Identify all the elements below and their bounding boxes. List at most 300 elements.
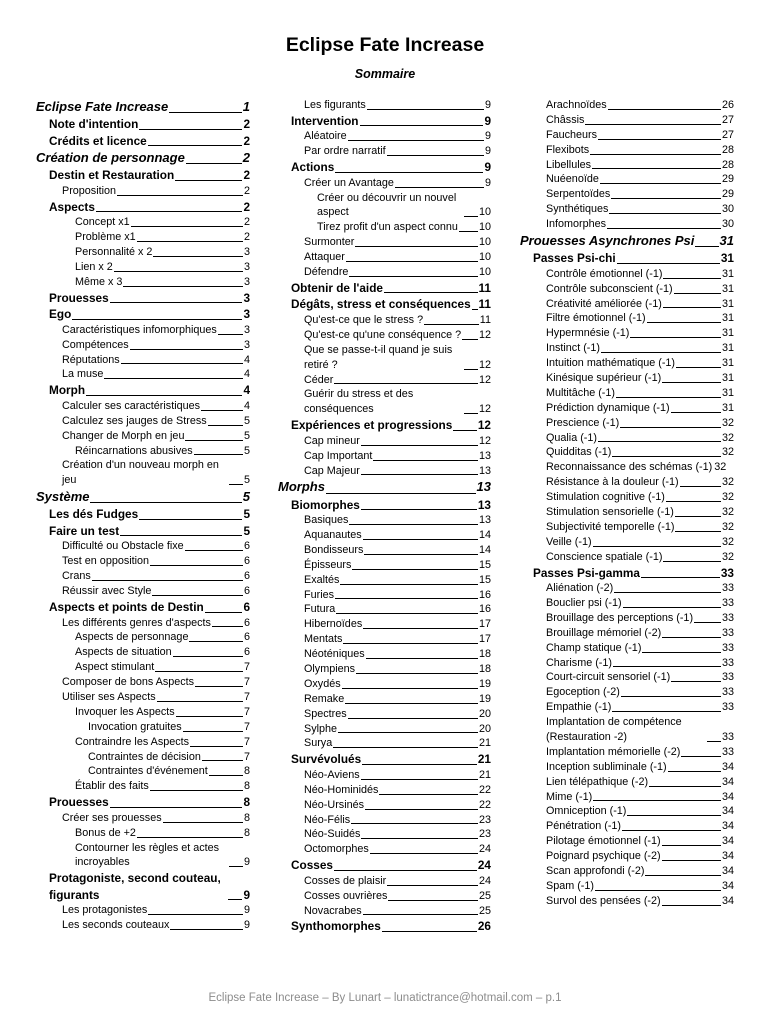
toc-entry-title: Tirez profit d'un aspect connu: [317, 221, 458, 234]
toc-entry-title: Exaltés: [304, 573, 340, 586]
toc-entry-title: Survol des pensées (-2): [546, 894, 661, 907]
toc-entry-title: Défendre: [304, 266, 349, 279]
toc-entry[interactable]: [36, 675, 250, 690]
toc-entry-title: Attaquer: [304, 251, 345, 264]
toc-entry-title: Brouillage mémoriel (-2): [546, 626, 662, 639]
toc-leader: [114, 271, 243, 272]
toc-entry-title: Morphs: [278, 479, 325, 495]
toc-entry[interactable]: [520, 187, 734, 202]
toc-page-number: 33: [721, 701, 734, 714]
toc-entry[interactable]: [520, 217, 734, 232]
toc-entry[interactable]: [291, 373, 491, 388]
toc-entry[interactable]: [520, 250, 734, 267]
toc-entry[interactable]: [36, 458, 250, 488]
toc-page-number: 27: [721, 113, 734, 126]
toc-entry[interactable]: [36, 260, 250, 275]
toc-entry-title: Cap Important: [304, 449, 373, 462]
toc-entry[interactable]: [520, 790, 734, 805]
toc-entry-title: Destin et Restauration: [49, 168, 175, 183]
toc-leader: [616, 397, 721, 398]
toc-leader: [208, 425, 243, 426]
toc-entry[interactable]: [291, 417, 491, 434]
toc-entry-title: Implantation mémorielle (-2): [546, 745, 681, 758]
toc-page-number: 12: [478, 373, 491, 386]
toc-entry[interactable]: [36, 870, 250, 903]
toc-entry-title: Qu'est-ce que le stress ?: [304, 313, 424, 326]
toc-page-number: 32: [721, 505, 734, 518]
toc-leader: [189, 641, 243, 642]
toc-entry[interactable]: [36, 399, 250, 414]
toc-entry[interactable]: [36, 488, 250, 506]
toc-entry[interactable]: [36, 599, 250, 616]
toc-entry[interactable]: [520, 297, 734, 312]
toc-entry[interactable]: [36, 554, 250, 569]
page-footer: Eclipse Fate Increase – By Lunart – lunatictrance@hotmail.com – p.1: [208, 992, 562, 1004]
toc-entry[interactable]: [520, 113, 734, 128]
toc-page-number: 7: [243, 750, 250, 763]
toc-entry[interactable]: [520, 98, 734, 113]
toc-entry-title: Qualia (-1): [546, 431, 598, 444]
toc-page-number: 34: [721, 760, 734, 773]
toc-entry[interactable]: [291, 588, 491, 603]
toc-entry[interactable]: [36, 323, 250, 338]
toc-entry[interactable]: [291, 692, 491, 707]
toc-entry-title: Calculez ses jauges de Stress: [62, 414, 207, 427]
toc-page-number: 6: [243, 616, 250, 629]
toc-entry[interactable]: [520, 834, 734, 849]
toc-entry[interactable]: [291, 707, 491, 722]
toc-leader: [326, 493, 476, 494]
toc-entry[interactable]: [291, 647, 491, 662]
toc-leader: [110, 302, 243, 303]
toc-page-number: 29: [721, 188, 734, 201]
toc-leader: [343, 643, 478, 644]
toc-entry[interactable]: [520, 700, 734, 715]
toc-entry[interactable]: [520, 894, 734, 909]
toc-leader: [621, 696, 721, 697]
toc-entry[interactable]: [520, 819, 734, 834]
toc-leader: [349, 524, 478, 525]
toc-entry[interactable]: [520, 490, 734, 505]
toc-entry-title: Difficulté ou Obstacle fixe: [62, 540, 184, 553]
toc-entry[interactable]: [36, 705, 250, 720]
toc-entry[interactable]: [291, 220, 491, 235]
toc-entry[interactable]: [291, 449, 491, 464]
toc-entry[interactable]: [291, 827, 491, 842]
toc-page-number: 32: [714, 461, 727, 474]
toc-entry[interactable]: [36, 569, 250, 584]
toc-entry[interactable]: [520, 760, 734, 775]
toc-entry[interactable]: [36, 720, 250, 735]
toc-entry-title: Prouesses: [49, 795, 109, 810]
toc-leader: [600, 183, 721, 184]
toc-entry[interactable]: [36, 429, 250, 444]
toc-entry[interactable]: [291, 387, 491, 417]
toc-page-number: 5: [243, 523, 250, 538]
toc-entry[interactable]: [291, 543, 491, 558]
toc-entry-title: Créer ou découvrir un nouvel aspect: [317, 191, 457, 219]
toc-entry[interactable]: [520, 745, 734, 760]
toc-leader: [185, 550, 243, 551]
toc-page-number: 30: [721, 203, 734, 216]
toc-entry[interactable]: [36, 215, 250, 230]
toc-entry[interactable]: [36, 149, 250, 167]
toc-page-number: 31: [721, 357, 734, 370]
toc-entry[interactable]: [520, 626, 734, 641]
toc-entry[interactable]: [520, 326, 734, 341]
toc-page-number: 3: [243, 323, 250, 336]
toc-entry-title: Changer de Morph en jeu: [62, 429, 185, 442]
toc-page-number: 18: [478, 663, 491, 675]
toc-entry[interactable]: [36, 184, 250, 199]
toc-page-number: 28: [721, 158, 734, 171]
toc-page-number: 25: [478, 904, 491, 917]
toc-entry[interactable]: [520, 386, 734, 401]
toc-leader: [173, 656, 243, 657]
toc-entry-title: Basiques: [304, 514, 349, 527]
toc-entry[interactable]: [36, 779, 250, 794]
toc-page-number: 34: [721, 835, 734, 848]
toc-entry-title: Calculer ses caractéristiques: [62, 399, 201, 412]
toc-entry[interactable]: [36, 616, 250, 631]
toc-entry[interactable]: [291, 280, 491, 297]
toc-entry-title: Épisseurs: [304, 558, 352, 571]
toc-leader: [346, 261, 478, 262]
toc-entry[interactable]: [520, 282, 734, 297]
toc-entry[interactable]: [520, 565, 734, 582]
toc-leader: [647, 322, 721, 323]
toc-entry[interactable]: [36, 764, 250, 779]
toc-entry[interactable]: [520, 128, 734, 143]
toc-leader: [152, 595, 243, 596]
toc-entry[interactable]: [520, 849, 734, 864]
toc-entry[interactable]: [291, 250, 491, 265]
toc-entry[interactable]: [520, 864, 734, 879]
toc-entry[interactable]: [291, 751, 491, 768]
toc-leader: [367, 109, 484, 110]
toc-page-number: 11: [479, 313, 491, 326]
toc-page-number: 7: [243, 720, 250, 733]
toc-entry-title: Passes Psi-gamma: [533, 565, 640, 580]
toc-entry[interactable]: [520, 505, 734, 520]
toc-entry[interactable]: [291, 434, 491, 449]
toc-entry-title: Faire un test: [49, 523, 120, 538]
toc-entry[interactable]: [36, 98, 250, 116]
toc-entry[interactable]: [520, 685, 734, 700]
toc-entry[interactable]: [520, 670, 734, 685]
toc-entry[interactable]: [291, 842, 491, 857]
toc-entry[interactable]: [291, 328, 491, 343]
toc-leader: [363, 628, 478, 629]
toc-entry-title: Dégâts, stress et conséquences: [291, 297, 471, 312]
toc-page-number: 9: [243, 904, 250, 917]
toc-entry-title: Octomorphes: [304, 843, 369, 856]
toc-entry[interactable]: [36, 245, 250, 260]
toc-entry[interactable]: [291, 497, 491, 514]
toc-entry[interactable]: [520, 445, 734, 460]
toc-page-number: 29: [721, 173, 734, 186]
toc-entry[interactable]: [291, 783, 491, 798]
toc-entry-title: Contourner les règles et actes incroyables: [75, 841, 220, 869]
toc-entry[interactable]: [520, 550, 734, 565]
toc-entry[interactable]: [36, 367, 250, 382]
toc-leader: [361, 445, 478, 446]
toc-entry[interactable]: [520, 804, 734, 819]
toc-entry-title: Par ordre narratif: [304, 145, 386, 158]
toc-entry[interactable]: [291, 798, 491, 813]
toc-page-number: 2: [242, 150, 250, 166]
toc-entry[interactable]: [36, 306, 250, 323]
toc-leader: [464, 369, 478, 370]
toc-leader: [663, 307, 721, 308]
toc-entry[interactable]: [291, 296, 491, 313]
toc-page-number: 33: [721, 596, 734, 609]
toc-leader: [627, 815, 721, 816]
toc-entry-title: Cosses ouvrières: [304, 889, 388, 902]
toc-page-number: 24: [478, 843, 491, 856]
toc-entry[interactable]: [291, 632, 491, 647]
toc-leader: [671, 412, 721, 413]
toc-entry[interactable]: [291, 918, 491, 935]
toc-entry[interactable]: [291, 722, 491, 737]
toc-entry-title: Que se passe-t-il quand je suis retiré ?: [304, 343, 453, 371]
toc-entry[interactable]: [291, 736, 491, 751]
toc-page-number: 9: [484, 130, 491, 143]
toc-leader: [335, 598, 478, 599]
toc-entry[interactable]: [520, 416, 734, 431]
toc-page-number: 27: [721, 128, 734, 141]
toc-page-number: 5: [243, 474, 250, 487]
toc-entry[interactable]: [36, 290, 250, 307]
toc-entry[interactable]: [36, 414, 250, 429]
toc-entry-title: Les protagonistes: [62, 904, 148, 917]
toc-entry[interactable]: [291, 677, 491, 692]
toc-leader: [153, 256, 243, 257]
toc-entry[interactable]: [36, 133, 250, 150]
toc-entry[interactable]: [520, 879, 734, 894]
toc-entry[interactable]: [36, 338, 250, 353]
toc-entry[interactable]: [291, 191, 491, 221]
toc-page-number: 33: [721, 582, 734, 595]
toc-page-number: 34: [721, 894, 734, 907]
toc-leader: [139, 129, 242, 130]
toc-leader: [364, 554, 478, 555]
toc-leader: [228, 899, 242, 900]
toc-entry[interactable]: [520, 401, 734, 416]
toc-entry-title: Implantation de compétence (Restauration -2): [546, 716, 682, 743]
toc-entry[interactable]: [520, 611, 734, 626]
toc-entry[interactable]: [36, 382, 250, 399]
toc-entry[interactable]: [291, 343, 491, 373]
toc-page-number: 22: [478, 783, 491, 796]
toc-entry-title: Aspect stimulant: [75, 661, 155, 674]
toc-leader: [366, 658, 478, 659]
toc-entry[interactable]: [36, 444, 250, 459]
toc-entry[interactable]: [291, 464, 491, 479]
toc-page-number: 2: [243, 168, 250, 183]
toc-entry[interactable]: [36, 230, 250, 245]
toc-entry[interactable]: [36, 523, 250, 540]
toc-entry[interactable]: [291, 98, 491, 113]
toc-page-number: 17: [478, 618, 491, 631]
toc-entry[interactable]: [520, 656, 734, 671]
toc-page-number: 15: [478, 573, 491, 586]
toc-entry[interactable]: [278, 478, 491, 496]
toc-entry[interactable]: [520, 158, 734, 173]
toc-entry-title: Contraindre les Aspects: [75, 735, 190, 748]
toc-entry[interactable]: [520, 596, 734, 611]
toc-entry[interactable]: [291, 176, 491, 191]
toc-leader: [649, 786, 721, 787]
toc-entry[interactable]: [36, 811, 250, 826]
toc-entry[interactable]: [520, 520, 734, 535]
toc-entry[interactable]: [291, 113, 491, 130]
toc-leader: [186, 163, 242, 164]
toc-leader: [608, 109, 721, 110]
toc-leader: [137, 837, 243, 838]
toc-entry[interactable]: [291, 528, 491, 543]
toc-entry-title: Test en opposition: [62, 555, 150, 568]
toc-entry[interactable]: [520, 535, 734, 550]
toc-entry[interactable]: [520, 172, 734, 187]
toc-leader: [642, 652, 721, 653]
toc-entry[interactable]: [291, 874, 491, 889]
toc-entry-title: Établir des faits: [75, 780, 149, 793]
toc-entry[interactable]: [520, 356, 734, 371]
toc-entry[interactable]: [36, 794, 250, 811]
toc-entry[interactable]: [291, 144, 491, 159]
toc-entry[interactable]: [291, 857, 491, 874]
toc-entry[interactable]: [291, 889, 491, 904]
toc-entry[interactable]: [36, 506, 250, 523]
toc-leader: [92, 580, 243, 581]
toc-entry[interactable]: [36, 660, 250, 675]
toc-page-number: 3: [243, 275, 250, 288]
toc-page-number: 31: [721, 386, 734, 399]
toc-entry[interactable]: [520, 267, 734, 282]
toc-page-number: 3: [243, 307, 250, 322]
toc-entry[interactable]: [520, 311, 734, 326]
toc-leader: [611, 198, 721, 199]
toc-entry-title: Flexibots: [546, 143, 590, 156]
toc-page-number: 6: [243, 646, 250, 659]
toc-entry[interactable]: [36, 116, 250, 133]
toc-entry[interactable]: [36, 735, 250, 750]
toc-entry[interactable]: [36, 750, 250, 765]
toc-entry[interactable]: [291, 129, 491, 144]
toc-entry-title: Contraintes d'événement: [88, 765, 208, 778]
toc-leader: [194, 454, 243, 455]
toc-page-number: 19: [478, 677, 491, 690]
toc-entry[interactable]: [520, 641, 734, 656]
toc-entry-title: Note d'intention: [49, 117, 139, 132]
toc-entry[interactable]: [36, 275, 250, 290]
toc-leader: [137, 241, 243, 242]
toc-page-number: 6: [243, 555, 250, 568]
toc-entry[interactable]: [520, 475, 734, 490]
toc-entry-title: Champ statique (-1): [546, 641, 642, 654]
toc-column-3: [520, 98, 734, 909]
toc-entry[interactable]: [520, 341, 734, 356]
toc-entry-title: Qu'est-ce qu'une conséquence ?: [304, 328, 462, 341]
toc-entry[interactable]: [520, 775, 734, 790]
toc-entry[interactable]: [36, 918, 250, 933]
toc-entry[interactable]: [291, 513, 491, 528]
toc-page-number: 33: [721, 641, 734, 654]
toc-entry-title: Synthétiques: [546, 203, 609, 216]
toc-entry[interactable]: [291, 617, 491, 632]
toc-entry[interactable]: [36, 539, 250, 554]
toc-entry[interactable]: [291, 235, 491, 250]
toc-leader: [395, 187, 484, 188]
toc-entry[interactable]: [291, 558, 491, 573]
toc-entry[interactable]: [291, 573, 491, 588]
toc-entry[interactable]: [291, 768, 491, 783]
toc-leader: [352, 569, 478, 570]
toc-entry[interactable]: [36, 903, 250, 918]
toc-entry[interactable]: [36, 199, 250, 216]
toc-leader: [617, 263, 720, 264]
toc-entry-title: Serpentoïdes: [546, 188, 611, 201]
toc-entry[interactable]: [520, 715, 734, 745]
toc-entry-title: Morph: [49, 383, 86, 398]
toc-entry-title: Créer ses prouesses: [62, 811, 162, 824]
toc-entry[interactable]: [36, 841, 250, 871]
toc-entry[interactable]: [520, 371, 734, 386]
toc-entry[interactable]: [520, 431, 734, 446]
toc-entry-title: Néo-Ursinés: [304, 798, 364, 811]
toc-entry[interactable]: [36, 645, 250, 660]
toc-entry[interactable]: [291, 904, 491, 919]
toc-entry[interactable]: [520, 143, 734, 158]
toc-page-number: 6: [243, 570, 250, 583]
toc-entry[interactable]: [36, 630, 250, 645]
toc-entry[interactable]: [291, 313, 491, 328]
toc-leader: [157, 701, 243, 702]
toc-entry-title: Cap Majeur: [304, 464, 360, 477]
toc-page-number: 4: [243, 368, 250, 381]
toc-entry[interactable]: [291, 813, 491, 828]
toc-page-number: 9: [484, 99, 491, 111]
toc-entry[interactable]: [36, 826, 250, 841]
toc-page-number: 28: [721, 143, 734, 156]
toc-page-number: 31: [721, 267, 734, 280]
toc-entry[interactable]: [291, 159, 491, 176]
toc-page-number: 13: [478, 464, 491, 477]
toc-entry[interactable]: [36, 584, 250, 599]
toc-entry[interactable]: [520, 232, 734, 250]
toc-entry-title: Hypermnésie (-1): [546, 327, 630, 340]
toc-leader: [150, 790, 243, 791]
toc-entry[interactable]: [36, 167, 250, 184]
toc-entry-title: Même x 3: [75, 275, 123, 288]
toc-entry[interactable]: [36, 690, 250, 705]
toc-entry[interactable]: [291, 662, 491, 677]
toc-entry[interactable]: [520, 202, 734, 217]
toc-entry-title: Sylphe: [304, 722, 338, 735]
toc-entry-title: Aspects de personnage: [75, 631, 189, 644]
toc-entry[interactable]: [36, 353, 250, 368]
toc-entry[interactable]: [520, 460, 734, 475]
toc-leader: [104, 378, 243, 379]
toc-entry-title: Néoténiques: [304, 648, 365, 661]
toc-entry[interactable]: [520, 581, 734, 596]
toc-leader: [453, 430, 477, 431]
toc-leader: [212, 626, 243, 627]
toc-entry[interactable]: [291, 602, 491, 617]
toc-entry[interactable]: [291, 265, 491, 280]
toc-page-number: 34: [721, 790, 734, 803]
